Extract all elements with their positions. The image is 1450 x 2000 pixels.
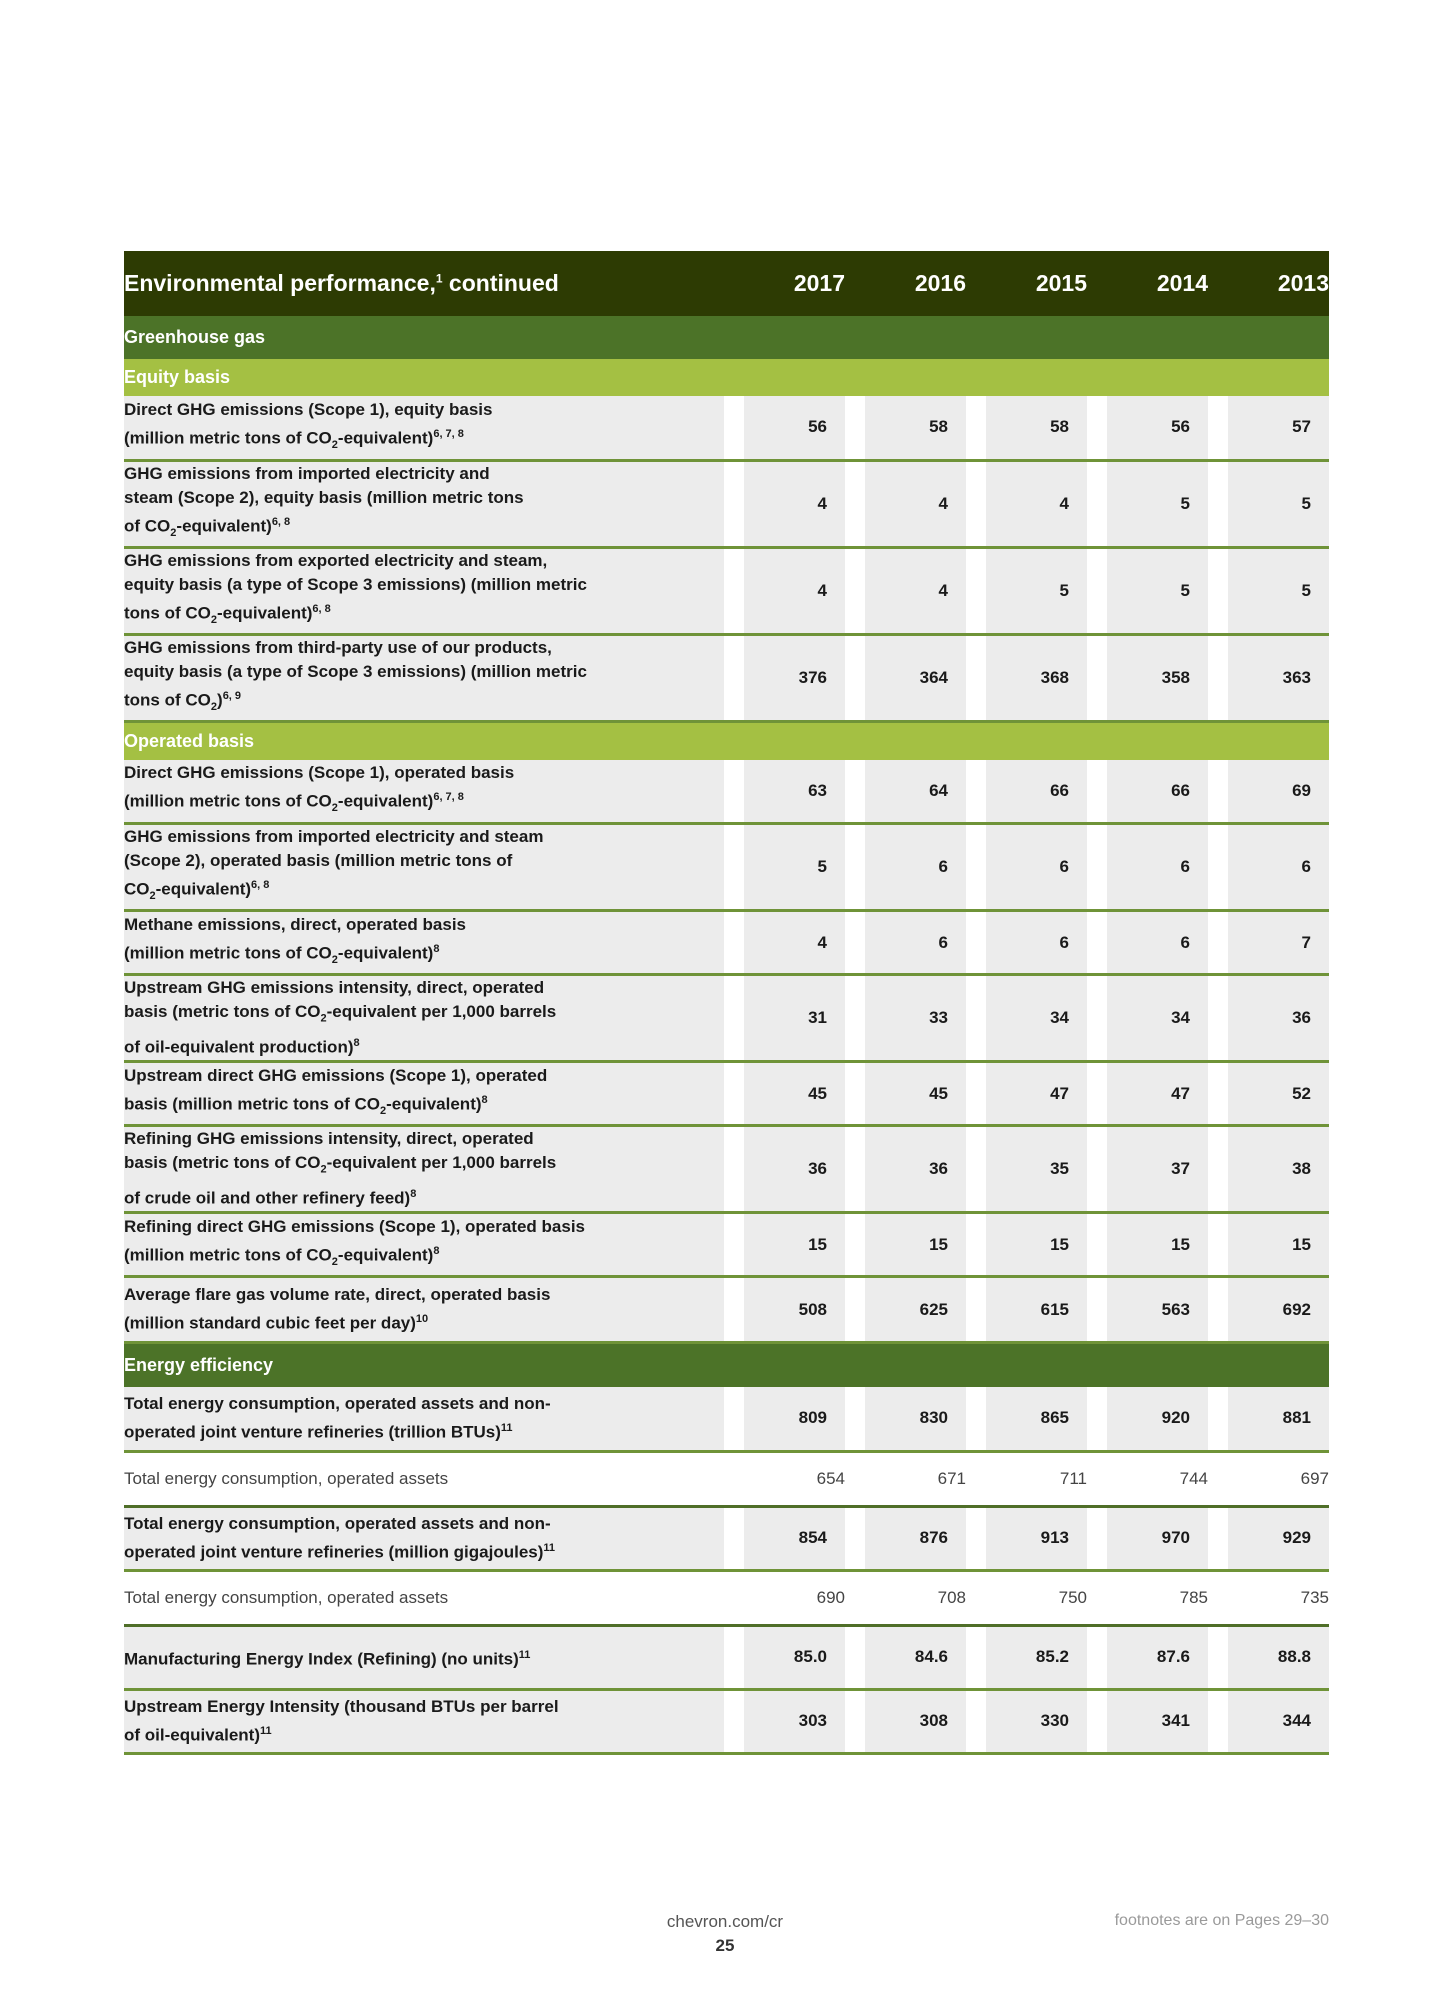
row-value-cell bbox=[845, 1126, 966, 1213]
table-row bbox=[124, 1062, 1329, 1126]
row-value-cell bbox=[966, 1062, 1087, 1126]
row-value-cell bbox=[845, 1277, 966, 1343]
row-value: 625 bbox=[865, 1278, 966, 1341]
row-value: 7 bbox=[1228, 912, 1329, 973]
row-value-cell bbox=[1087, 1387, 1208, 1451]
sub-row-value: 711 bbox=[966, 1451, 1087, 1506]
row-value: 45 bbox=[744, 1063, 845, 1124]
row-value: 4 bbox=[865, 462, 966, 546]
sub-row-value: 690 bbox=[724, 1570, 845, 1625]
row-value-cell bbox=[724, 1062, 845, 1126]
row-value-cell bbox=[724, 1387, 845, 1451]
sub-row-value: 708 bbox=[845, 1570, 966, 1625]
row-label: Average flare gas volume rate, direct, operated basis (million standard cubic feet per day)$^{10}$ bbox=[124, 1277, 724, 1343]
row-value-cell bbox=[845, 1689, 966, 1753]
table-row bbox=[124, 824, 1329, 911]
row-value: 84.6 bbox=[865, 1627, 966, 1688]
table-row bbox=[124, 634, 1329, 721]
row-value-cell bbox=[1208, 1689, 1329, 1753]
row-value-cell bbox=[966, 1277, 1087, 1343]
sub-row-label: Total energy consumption, operated assets bbox=[124, 1570, 724, 1625]
row-label: GHG emissions from third-party use of our products, equity basis (a type of Scope 3 emissions) (million metric tons of $CO_2)^{6, 9}$ bbox=[124, 634, 724, 721]
row-value-cell bbox=[845, 1625, 966, 1689]
row-value-cell bbox=[724, 634, 845, 721]
row-value: 34 bbox=[986, 976, 1087, 1060]
row-value: 36 bbox=[865, 1127, 966, 1211]
row-value: 15 bbox=[1228, 1214, 1329, 1275]
row-value: 563 bbox=[1107, 1278, 1208, 1341]
row-value-cell bbox=[845, 547, 966, 634]
row-value-cell bbox=[1087, 824, 1208, 911]
row-value-cell bbox=[1208, 1277, 1329, 1343]
row-value: 5 bbox=[1107, 462, 1208, 546]
row-value: 5 bbox=[1107, 549, 1208, 633]
year-header: 2015 bbox=[1035, 270, 1087, 296]
row-label: Methane emissions, direct, operated basis (million metric tons of $CO_2-equivalent)^8$ bbox=[124, 911, 724, 975]
row-value: 47 bbox=[1107, 1063, 1208, 1124]
year-header: 2014 bbox=[1156, 270, 1208, 296]
row-value-cell bbox=[724, 760, 845, 824]
table-row bbox=[124, 1387, 1329, 1451]
row-value-cell bbox=[724, 460, 845, 547]
row-value: 6 bbox=[986, 825, 1087, 909]
table-row bbox=[124, 547, 1329, 634]
row-value-cell bbox=[966, 460, 1087, 547]
row-value: 970 bbox=[1107, 1508, 1208, 1569]
row-value-cell bbox=[1087, 975, 1208, 1062]
row-value: 920 bbox=[1107, 1387, 1208, 1450]
row-value: 36 bbox=[744, 1127, 845, 1211]
row-value-cell bbox=[724, 1126, 845, 1213]
row-value: 5 bbox=[744, 825, 845, 909]
sub-row-value: 654 bbox=[724, 1451, 845, 1506]
row-label: Upstream Energy Intensity (thousand BTUs per barrel of oil-equivalent)$^{11}$ bbox=[124, 1689, 724, 1753]
row-value: 5 bbox=[1228, 462, 1329, 546]
row-value-cell bbox=[1208, 1506, 1329, 1570]
row-value: 6 bbox=[986, 912, 1087, 973]
row-value: 692 bbox=[1228, 1278, 1329, 1341]
sub-row-value: 671 bbox=[845, 1451, 966, 1506]
row-value: 58 bbox=[986, 396, 1087, 459]
row-value-cell bbox=[724, 396, 845, 460]
row-value: 6 bbox=[1228, 825, 1329, 909]
row-value: 15 bbox=[865, 1214, 966, 1275]
section-energy-efficiency-label: Energy efficiency bbox=[124, 1343, 1329, 1388]
row-label: Total energy consumption, operated assets and non- operated joint venture refineries (trillion BTUs)$^{11}$ bbox=[124, 1387, 724, 1451]
row-value: 4 bbox=[744, 462, 845, 546]
row-value-cell bbox=[1208, 460, 1329, 547]
row-value: 57 bbox=[1228, 396, 1329, 459]
row-value-cell bbox=[724, 1506, 845, 1570]
row-value: 6 bbox=[1107, 912, 1208, 973]
environmental-performance-table bbox=[124, 251, 1329, 1755]
row-value: 15 bbox=[986, 1214, 1087, 1275]
row-value-cell bbox=[1087, 911, 1208, 975]
sub-row-label: Total energy consumption, operated assets bbox=[124, 1451, 724, 1506]
row-value: 52 bbox=[1228, 1063, 1329, 1124]
footer-url[interactable]: chevron.com/cr bbox=[666, 1912, 784, 1931]
row-value-cell bbox=[845, 634, 966, 721]
row-value: 35 bbox=[986, 1127, 1087, 1211]
row-value: 15 bbox=[1107, 1214, 1208, 1275]
row-label: Refining GHG emissions intensity, direct, operated basis (metric tons of $CO_2$-equivalent per 1,000 barrels of crude oil and other refinery feed)$^8$ bbox=[124, 1126, 724, 1213]
row-value-cell bbox=[1087, 1506, 1208, 1570]
row-value-cell bbox=[966, 547, 1087, 634]
row-value-cell bbox=[845, 1062, 966, 1126]
sub-row-value: 785 bbox=[1087, 1570, 1208, 1625]
row-value: 341 bbox=[1107, 1691, 1208, 1752]
table-row bbox=[124, 1277, 1329, 1343]
row-value-cell bbox=[845, 975, 966, 1062]
row-value-cell bbox=[1087, 1126, 1208, 1213]
sub-row bbox=[124, 1451, 1329, 1506]
row-value-cell bbox=[724, 547, 845, 634]
row-value: 830 bbox=[865, 1387, 966, 1450]
row-value-cell bbox=[1087, 460, 1208, 547]
row-value-cell bbox=[1087, 547, 1208, 634]
row-value: 66 bbox=[986, 760, 1087, 823]
sub-row-value: 697 bbox=[1208, 1451, 1329, 1506]
row-value-cell bbox=[724, 824, 845, 911]
table-header bbox=[124, 251, 1329, 316]
row-value-cell bbox=[1208, 396, 1329, 460]
table-body bbox=[124, 316, 1329, 1753]
row-label: GHG emissions from imported electricity and steam (Scope 2), operated basis (million metric tons of $CO_2-equivalent)^{6, 8}$ bbox=[124, 824, 724, 911]
year-header: 2017 bbox=[793, 270, 845, 296]
subsection-equity-basis-label: Equity basis bbox=[124, 359, 1329, 396]
subsection-operated-basis bbox=[124, 721, 1329, 760]
row-value: 5 bbox=[1228, 549, 1329, 633]
table-row bbox=[124, 396, 1329, 460]
row-value-cell bbox=[845, 911, 966, 975]
sub-row-value: 735 bbox=[1208, 1570, 1329, 1625]
row-label: Direct GHG emissions (Scope 1), operated basis (million metric tons of $CO_2-equivalent)^{6, 7, 8}$ bbox=[124, 760, 724, 824]
footnote-reference: footnotes are on Pages 29–30 bbox=[1114, 1912, 1329, 1929]
row-label: GHG emissions from imported electricity and steam (Scope 2), equity basis (million metric tons of $CO_2-equivalent)^{6, 8}$ bbox=[124, 460, 724, 547]
row-value: 47 bbox=[986, 1063, 1087, 1124]
row-value: 913 bbox=[986, 1508, 1087, 1569]
row-value: 368 bbox=[986, 636, 1087, 720]
row-value-cell bbox=[966, 760, 1087, 824]
row-value: 4 bbox=[865, 549, 966, 633]
row-value-cell bbox=[1087, 1213, 1208, 1277]
row-value: 33 bbox=[865, 976, 966, 1060]
row-value: 69 bbox=[1228, 760, 1329, 823]
row-value: 34 bbox=[1107, 976, 1208, 1060]
row-value-cell bbox=[724, 975, 845, 1062]
year-header: 2013 bbox=[1277, 270, 1329, 296]
row-value: 36 bbox=[1228, 976, 1329, 1060]
row-value: 56 bbox=[1107, 396, 1208, 459]
row-value: 6 bbox=[865, 825, 966, 909]
row-value-cell bbox=[1087, 760, 1208, 824]
section-greenhouse-gas-label: Greenhouse gas bbox=[124, 316, 1329, 359]
row-value-cell bbox=[845, 760, 966, 824]
row-value-cell bbox=[966, 396, 1087, 460]
table-row bbox=[124, 460, 1329, 547]
row-value-cell bbox=[724, 1689, 845, 1753]
row-value-cell bbox=[1208, 824, 1329, 911]
row-value-cell bbox=[966, 1506, 1087, 1570]
row-value-cell bbox=[966, 634, 1087, 721]
row-label: Total energy consumption, operated assets and non- operated joint venture refineries (million gigajoules)$^{11}$ bbox=[124, 1506, 724, 1570]
row-value: 809 bbox=[744, 1387, 845, 1450]
row-value: 66 bbox=[1107, 760, 1208, 823]
row-value: 308 bbox=[865, 1691, 966, 1752]
row-label: Direct GHG emissions (Scope 1), equity basis (million metric tons of $CO_2-equivalent)^{6, 7, 8}$ bbox=[124, 396, 724, 460]
row-value: 38 bbox=[1228, 1127, 1329, 1211]
row-value: 4 bbox=[744, 549, 845, 633]
subsection-equity-basis bbox=[124, 359, 1329, 396]
row-value-cell bbox=[1208, 1387, 1329, 1451]
row-value-cell bbox=[845, 396, 966, 460]
row-value-cell bbox=[724, 1277, 845, 1343]
row-value-cell bbox=[1208, 975, 1329, 1062]
table-row bbox=[124, 1506, 1329, 1570]
section-greenhouse-gas bbox=[124, 316, 1329, 359]
year-header: 2016 bbox=[914, 270, 966, 296]
row-value-cell bbox=[1087, 1689, 1208, 1753]
sub-row-value: 750 bbox=[966, 1570, 1087, 1625]
row-label: GHG emissions from exported electricity and steam, equity basis (a type of Scope 3 emissions) (million metric tons of $CO_2-equivalent)^{6, 8}$ bbox=[124, 547, 724, 634]
table-title-footnote: 1 bbox=[435, 271, 443, 286]
row-value-cell bbox=[966, 1126, 1087, 1213]
row-value: 56 bbox=[744, 396, 845, 459]
row-value-cell bbox=[966, 1213, 1087, 1277]
row-value-cell bbox=[724, 1213, 845, 1277]
row-value-cell bbox=[1208, 1062, 1329, 1126]
row-value: 85.0 bbox=[744, 1627, 845, 1688]
table-row bbox=[124, 1126, 1329, 1213]
row-value: 87.6 bbox=[1107, 1627, 1208, 1688]
row-value: 303 bbox=[744, 1691, 845, 1752]
row-value-cell bbox=[1208, 634, 1329, 721]
row-value-cell bbox=[845, 1213, 966, 1277]
row-value: 363 bbox=[1228, 636, 1329, 720]
row-value: 881 bbox=[1228, 1387, 1329, 1450]
row-value: 358 bbox=[1107, 636, 1208, 720]
sub-row-value: 744 bbox=[1087, 1451, 1208, 1506]
row-label: Upstream GHG emissions intensity, direct, operated basis (metric tons of $CO_2$-equivalent per 1,000 barrels of oil-equivalent production)$^8$ bbox=[124, 975, 724, 1062]
row-value-cell bbox=[966, 975, 1087, 1062]
page-number: 25 bbox=[715, 1936, 735, 1955]
row-value-cell bbox=[966, 911, 1087, 975]
table-row bbox=[124, 760, 1329, 824]
row-value-cell bbox=[845, 460, 966, 547]
row-value: 6 bbox=[865, 912, 966, 973]
row-value: 85.2 bbox=[986, 1627, 1087, 1688]
row-value-cell bbox=[1208, 1213, 1329, 1277]
row-value: 4 bbox=[986, 462, 1087, 546]
row-value-cell bbox=[1087, 634, 1208, 721]
row-value-cell bbox=[845, 824, 966, 911]
row-label: Refining direct GHG emissions (Scope 1), operated basis (million metric tons of $CO_2-equivalent)^8$ bbox=[124, 1213, 724, 1277]
row-value: 88.8 bbox=[1228, 1627, 1329, 1688]
row-value-cell bbox=[966, 1689, 1087, 1753]
row-value: 6 bbox=[1107, 825, 1208, 909]
row-value: 508 bbox=[744, 1278, 845, 1341]
row-value-cell bbox=[966, 1387, 1087, 1451]
row-value: 64 bbox=[865, 760, 966, 823]
row-value: 876 bbox=[865, 1508, 966, 1569]
row-value: 15 bbox=[744, 1214, 845, 1275]
row-value: 63 bbox=[744, 760, 845, 823]
row-value-cell bbox=[1087, 1277, 1208, 1343]
row-value: 4 bbox=[744, 912, 845, 973]
row-value: 929 bbox=[1228, 1508, 1329, 1569]
table-row bbox=[124, 1213, 1329, 1277]
row-value: 31 bbox=[744, 976, 845, 1060]
row-label: Manufacturing Energy Index (Refining) (no units)$^{11}$ bbox=[124, 1625, 724, 1689]
table-title-text: Environmental performance, bbox=[124, 270, 436, 296]
row-value: 615 bbox=[986, 1278, 1087, 1341]
table-title bbox=[124, 251, 724, 316]
row-value-cell bbox=[1087, 396, 1208, 460]
row-value: 37 bbox=[1107, 1127, 1208, 1211]
table-row bbox=[124, 975, 1329, 1062]
section-energy-efficiency bbox=[124, 1343, 1329, 1388]
row-label: Upstream direct GHG emissions (Scope 1), operated basis (million metric tons of $CO_2-equivalent)^8$ bbox=[124, 1062, 724, 1126]
row-value: 330 bbox=[986, 1691, 1087, 1752]
row-value-cell bbox=[966, 1625, 1087, 1689]
row-value-cell bbox=[845, 1387, 966, 1451]
row-value-cell bbox=[724, 911, 845, 975]
row-value: 5 bbox=[986, 549, 1087, 633]
row-value-cell bbox=[1087, 1062, 1208, 1126]
row-value-cell bbox=[1208, 1126, 1329, 1213]
table-row bbox=[124, 911, 1329, 975]
row-value: 344 bbox=[1228, 1691, 1329, 1752]
sub-row bbox=[124, 1570, 1329, 1625]
row-value: 364 bbox=[865, 636, 966, 720]
subsection-operated-basis-label: Operated basis bbox=[124, 721, 1329, 760]
row-value-cell bbox=[724, 1625, 845, 1689]
row-value: 58 bbox=[865, 396, 966, 459]
row-value-cell bbox=[845, 1506, 966, 1570]
row-value-cell bbox=[1208, 911, 1329, 975]
table-row bbox=[124, 1625, 1329, 1689]
table-title-suffix: continued bbox=[442, 270, 559, 296]
row-value-cell bbox=[1208, 1625, 1329, 1689]
row-value: 865 bbox=[986, 1387, 1087, 1450]
row-value-cell bbox=[1208, 547, 1329, 634]
table-row bbox=[124, 1689, 1329, 1753]
row-value-cell bbox=[1208, 760, 1329, 824]
row-value-cell bbox=[966, 824, 1087, 911]
row-value: 376 bbox=[744, 636, 845, 720]
row-value-cell bbox=[1087, 1625, 1208, 1689]
row-value: 854 bbox=[744, 1508, 845, 1569]
row-value: 45 bbox=[865, 1063, 966, 1124]
